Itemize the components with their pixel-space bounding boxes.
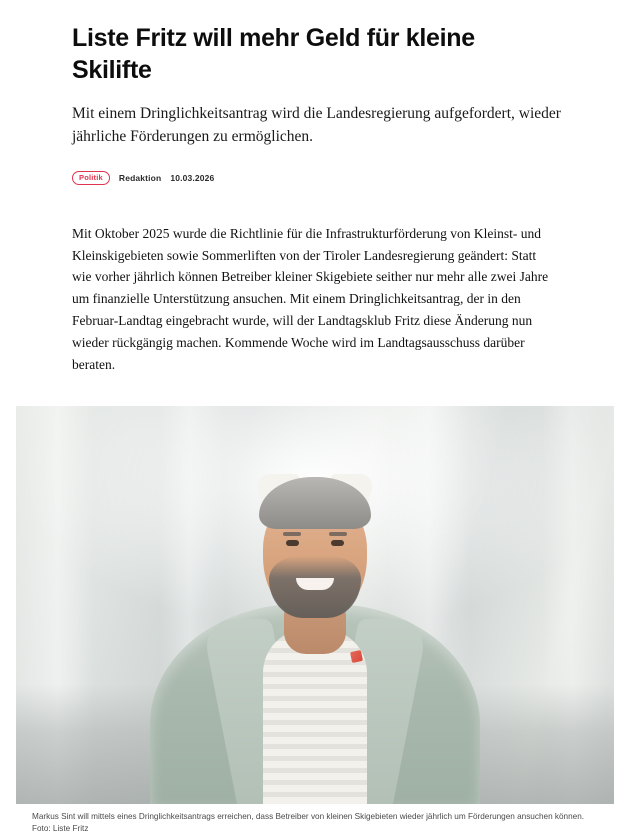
publish-date: 10.03.2026 — [170, 172, 215, 183]
eye-left — [286, 540, 299, 546]
eyebrow-right — [329, 532, 347, 536]
eyebrow-left — [283, 532, 301, 536]
article-figure — [0, 406, 630, 835]
category-badge[interactable]: Politik — [72, 171, 110, 185]
article-standfirst: Mit einem Dringlichkeitsantrag wird die Landesregierung aufgefordert, wieder jährliche Förderungen zu ermöglichen. — [72, 105, 561, 146]
article-body-paragraph: Mit Oktober 2025 wurde die Richtlinie für die Infrastrukturförderung von Kleinst- und Kleinskigebieten sowie Sommerliften von der Tiroler Landesregierung geändert: Statt wie vorher jährlich können Betreiber kleiner Skigebiete seither nur mehr alle zwei Jahre um finanzielle Unterstützung ansuchen. Mit einem Dringlichkeitsantrag, der in den Februar-Landtag eingebracht wurde, will der Landtagsklub Fritz diese Änderung nun wieder rückgängig machen. Kommende Woche wird im Landtagsausschuss darüber beraten. — [72, 225, 549, 372]
lapel-pin — [350, 650, 363, 663]
article-container — [0, 0, 630, 376]
byline: Redaktion — [118, 172, 162, 183]
smile — [296, 578, 334, 590]
page-title: Liste Fritz will mehr Geld für kleine Skilifte — [72, 24, 475, 84]
portrait-subject — [16, 474, 614, 804]
eye-right — [331, 540, 344, 546]
image-caption: Markus Sint will mittels eines Dringlichkeitsantrags erreichen, dass Betreiber von kleinen Skigebieten wieder jährlich um Förderungen ansuchen können. Foto: Liste Fritz — [32, 811, 585, 833]
article-meta — [72, 171, 574, 185]
article-image — [16, 406, 614, 804]
